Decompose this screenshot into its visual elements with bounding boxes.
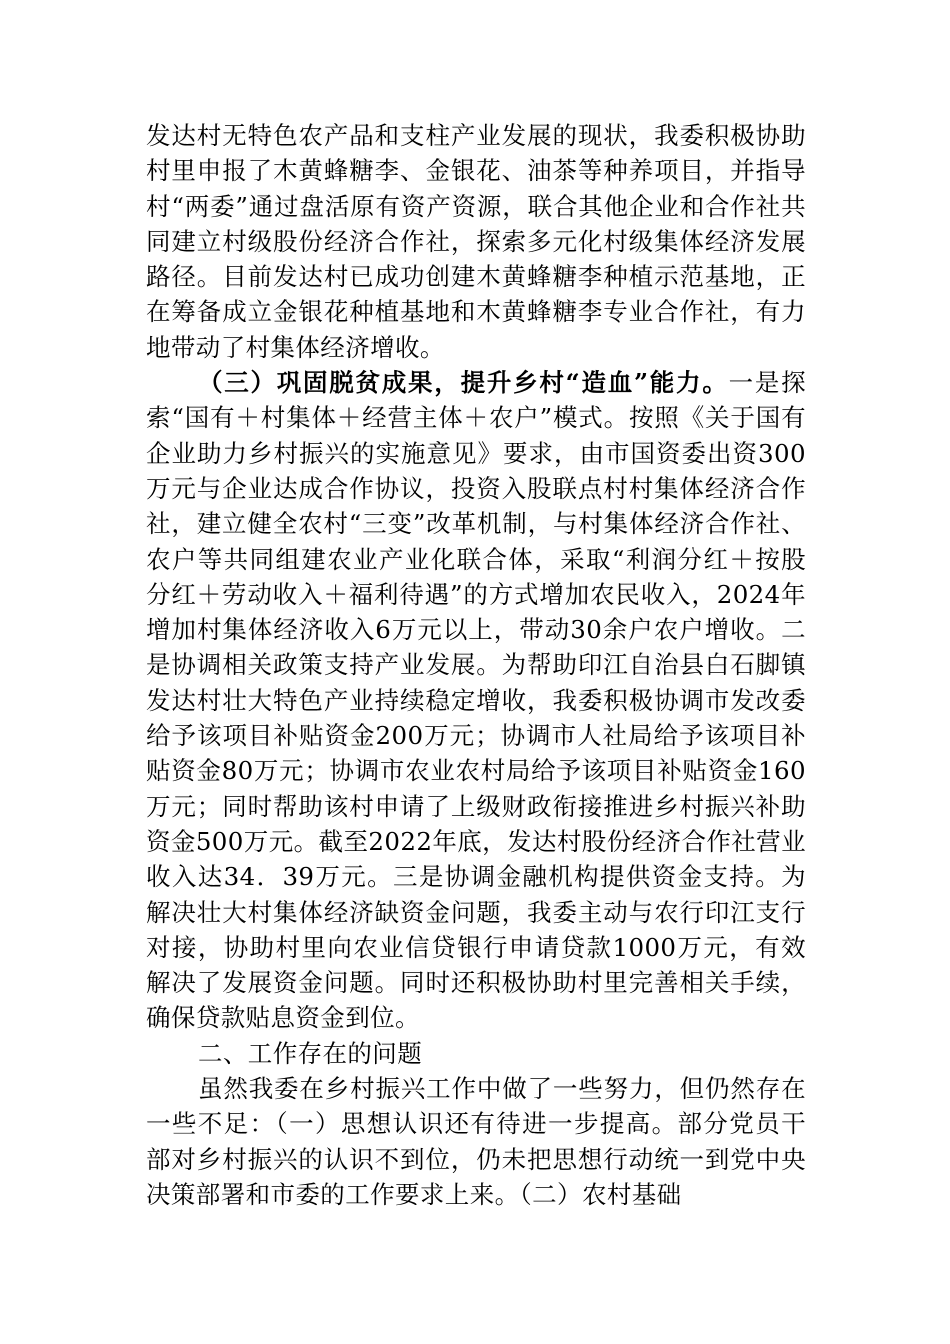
paragraph-body-text: 一是探索“国有＋村集体＋经营主体＋农户”模式。按照《关于国有企业助力乡村振兴的实施意见》要求，由市国资委出资300万元与企业达成合作协议，投资入股联点村村集体经济合作社，建立健全农村“三变”改革机制，与村集体经济合作社、农户等共同组建农业产业化联合体，采取“利润分红＋按股分红＋劳动收入＋福利待遇”的方式增加农民收入，2024年增加村集体经济收入6万元以上，带动30余户农户增收。二是协调相关政策支持产业发展。为帮助印江自治县白石脚镇发达村壮大特色产业持续稳定增收，我委积极协调市发改委给予该项目补贴资金200万元；协调市人社局给予该项目补贴资金80万元；协调市农业农村局给予该项目补贴资金160万元；同时帮助该村申请了上级财政衔接推进乡村振兴补助资金500万元。截至2022年底，发达村股份经济合作社营业收入达34．39万元。三是协调金融机构提供资金支持。为解决壮大村集体经济缺资金问题，我委主动与农行印江支行对接，协助村里向农业信贷银行申请贷款1000万元，有效解决了发展资金问题。同时还积极协助村里完善相关手续，确保贷款贴息资金到位。 bbox=[146, 368, 806, 1033]
paragraph-poverty-consolidation bbox=[146, 365, 806, 1036]
paragraph-village-industry: 发达村无特色农产品和支柱产业发展的现状，我委积极协助村里申报了木黄蜂糖李、金银花、油茶等种养项目，并指导村“两委”通过盘活原有资产资源，联合其他企业和合作社共同建立村级股份经济合作社，探索多元化村级集体经济发展路径。目前发达村已成功创建木黄蜂糖李种植示范基地，正在筹备成立金银花种植基地和木黄蜂糖李专业合作社，有力地带动了村集体经济增收。 bbox=[146, 121, 806, 362]
paragraph-lead-heading: （三）巩固脱贫成果，提升乡村“造血”能力。 bbox=[198, 368, 729, 398]
paragraph-shortcomings: 虽然我委在乡村振兴工作中做了一些努力，但仍然存在一些不足：（一）思想认识还有待进一步提高。部分党员干部对乡村振兴的认识不到位，仍未把思想行动统一到党中央决策部署和市委的工作要求上来。（二）农村基础 bbox=[146, 1074, 806, 1209]
document-page bbox=[146, 118, 806, 1212]
section-heading-problems: 二、工作存在的问题 bbox=[198, 1038, 423, 1068]
